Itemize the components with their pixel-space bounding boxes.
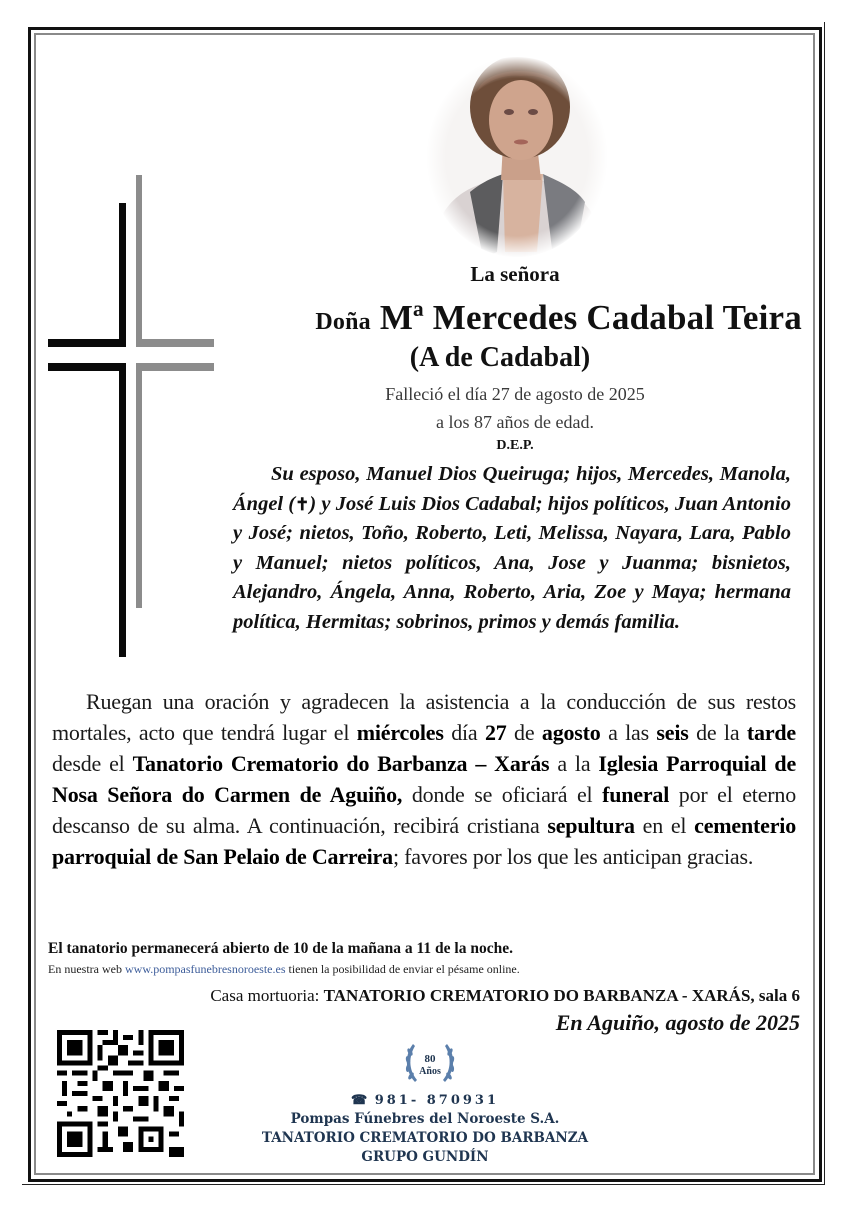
name-text: Mª Mercedes Cadabal Teira: [379, 298, 802, 337]
age-line: a los 87 años de edad.: [436, 412, 594, 432]
company-name: Pompas Fúnebres del Noroeste S.A.: [290, 1111, 560, 1127]
dep-label: D.E.P.: [496, 438, 534, 453]
ceremony-highlight: agosto: [541, 720, 601, 745]
place-date-signature: En Aguiño, agosto de 2025: [555, 1010, 800, 1035]
ceremony-text: Ruegan una oración y agradecen la asistencia a la conducción de sus restos mortales, acto que tendrá lugar el: [52, 689, 796, 745]
funeral-home-value: TANATORIO CREMATORIO DO BARBANZA - XARÁS, sala 6: [323, 986, 800, 1005]
ceremony-text: a las: [600, 720, 657, 745]
ceremony-highlight: sepultura: [547, 813, 635, 838]
ceremony-paragraph: [52, 686, 796, 872]
family-text-end: ) y José Luis Dios Cadabal; hijos políticos, Juan Antonio y José; nietos, Toño, Roberto, Leti, Melissa, Nayara, Lara, Pablo y Manuel; nietos políticos, Ana, Jose y Juanma; bisnietos, Alejandro, Ángela, Anna, Roberto, Aria, Zoe y Maya; hermana política, Hermitas; sobrinos, primos y demás familia.: [233, 492, 791, 633]
web-note-suffix: tienen la posibilidad de enviar el pésame online.: [285, 962, 520, 976]
tanatorio-name: TANATORIO CREMATORIO DO BARBANZA: [261, 1130, 589, 1146]
intro-heading: La señora: [470, 262, 560, 286]
deceased-portrait-photo: [425, 52, 609, 258]
ceremony-highlight: Tanatorio Crematorio do Barbanza – Xarás: [132, 751, 550, 776]
ceremony-text: por el eterno descanso de su alma. A continuación, recibirá cristiana: [52, 782, 797, 838]
anniversary-laurel-emblem: [399, 1038, 461, 1090]
ceremony-text: día: [443, 720, 485, 745]
ceremony-highlight: miércoles: [356, 720, 444, 745]
ceremony-highlight: seis: [656, 720, 689, 745]
qr-code[interactable]: [57, 1030, 184, 1157]
ceremony-text: a la: [549, 751, 599, 776]
ceremony-highlight: 27: [484, 720, 507, 745]
funeral-home-line: [48, 986, 800, 1006]
name-prefix: Doña: [315, 309, 371, 335]
opening-hours: El tanatorio permanecerá abierto de 10 de la mañana a 11 de la noche.: [48, 940, 513, 957]
ceremony-text: ; favores por los que les anticipan gracias.: [392, 844, 754, 869]
frame-shadow-line: [824, 22, 825, 1185]
deceased-nickname: (A de Cadabal): [409, 342, 591, 373]
ceremony-highlight: funeral: [602, 782, 670, 807]
ceremony-text: en el: [634, 813, 695, 838]
telephone-icon: ☎: [350, 1093, 368, 1108]
website-link[interactable]: www.pompasfunebresnoroeste.es: [124, 962, 286, 976]
phone-line: [250, 1093, 600, 1108]
ceremony-highlight: Iglesia Parroquial de Nosa Señora do Carmen de Aguiño,: [52, 751, 797, 807]
emblem-number: 80: [424, 1053, 436, 1065]
ceremony-text: de la: [688, 720, 747, 745]
emblem-label: Años: [419, 1066, 441, 1077]
cross-icon: ✝: [295, 494, 310, 514]
ceremony-highlight: tarde: [746, 720, 796, 745]
web-condolence-note: [48, 962, 808, 977]
ceremony-highlight: cementerio parroquial de San Pelaio de Carreira: [52, 813, 796, 869]
ceremony-text: de: [506, 720, 542, 745]
family-text-start: Su esposo, Manuel Dios Queiruga; hijos, Mercedes, Manola, Ángel (: [233, 463, 791, 515]
frame-shadow-line: [22, 1184, 825, 1185]
ceremony-text: desde el: [52, 751, 133, 776]
group-name: GRUPO GUNDÍN: [361, 1149, 489, 1165]
ceremony-text: donde se oficiará el: [402, 782, 603, 807]
deceased-name: [220, 298, 802, 338]
funeral-home-label: Casa mortuoria:: [210, 986, 324, 1005]
web-note-prefix: En nuestra web: [48, 962, 125, 976]
death-date-line: Falleció el día 27 de agosto de 2025: [385, 384, 645, 404]
family-paragraph: [233, 460, 791, 638]
phone-number[interactable]: 981- 870931: [374, 1093, 500, 1108]
